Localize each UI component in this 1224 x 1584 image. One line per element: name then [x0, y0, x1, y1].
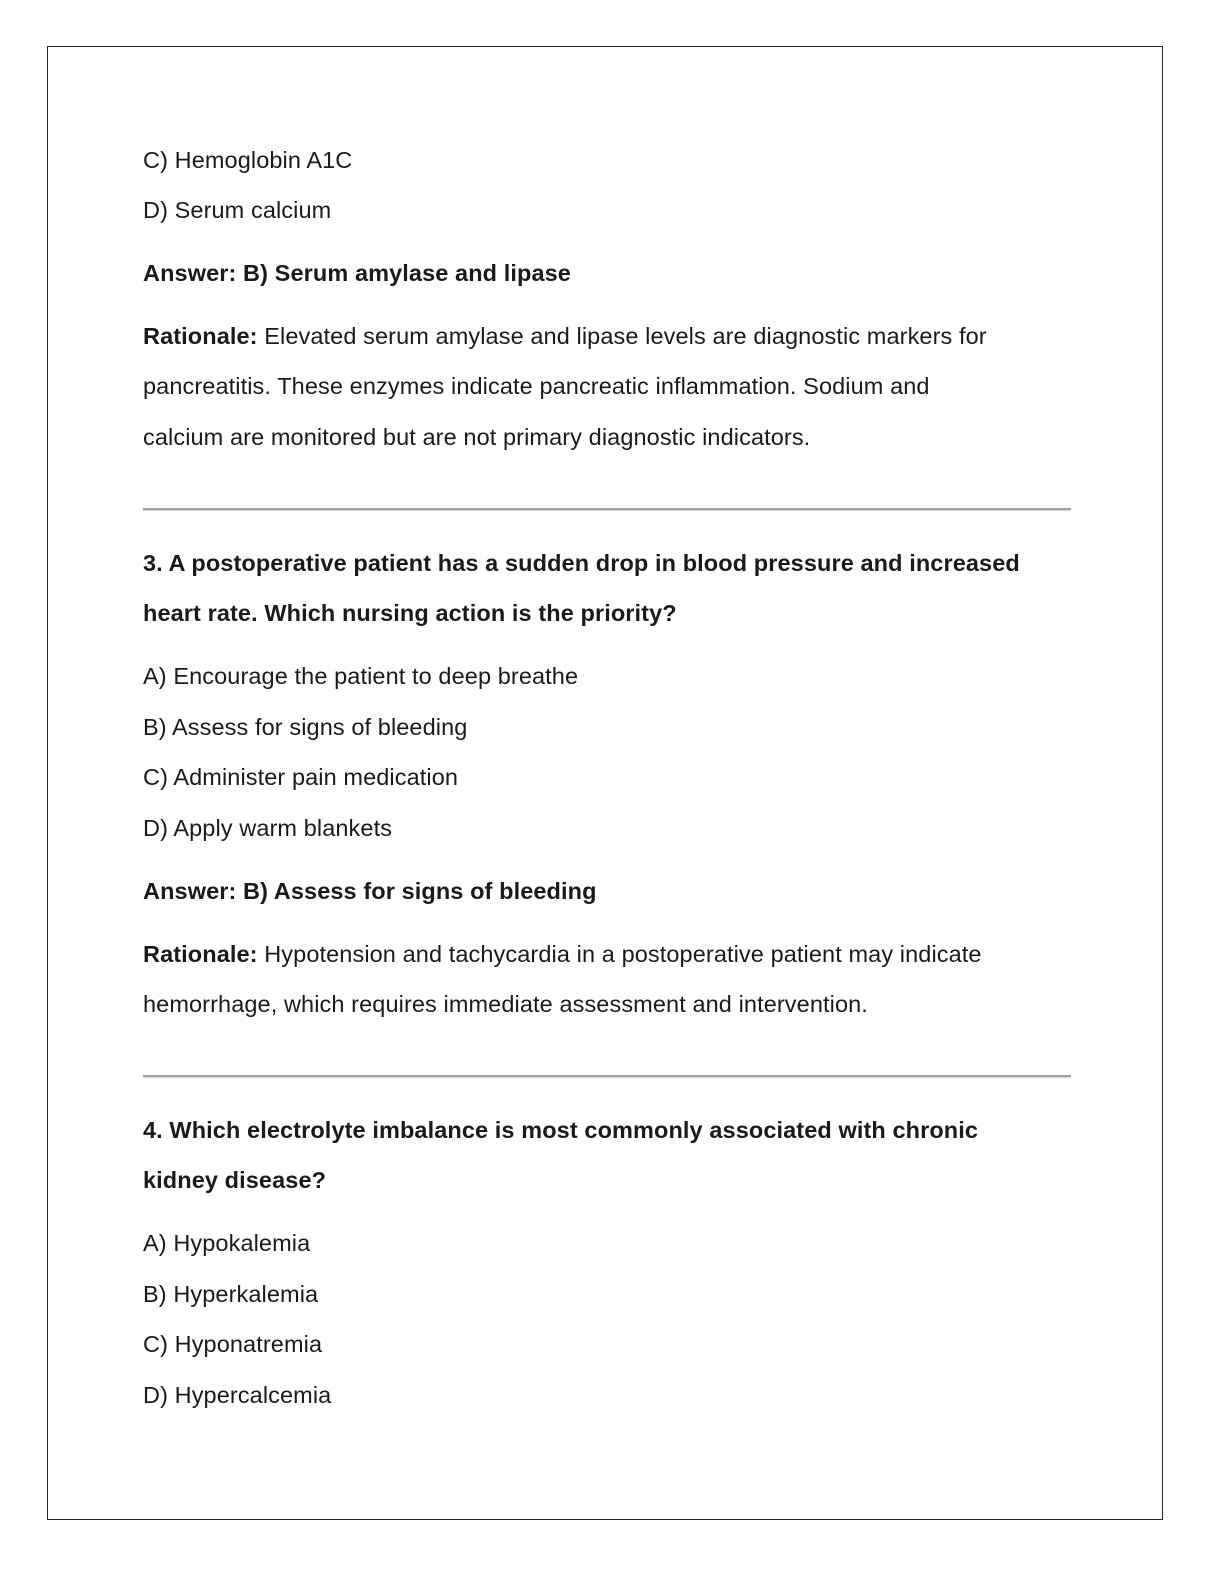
- q3-rationale-label: Rationale:: [143, 941, 258, 967]
- q2-rationale-line-1: [143, 321, 987, 351]
- q3-rationale-line-1: [143, 939, 982, 969]
- q4-question-line-1: 4. Which electrolyte imbalance is most commonly associated with chronic: [143, 1117, 979, 1143]
- q2-option-d: D) Serum calcium: [143, 197, 332, 223]
- q3-rationale-line-2: hemorrhage, which requires immediate assessment and intervention.: [143, 991, 868, 1017]
- q4-option-c: C) Hyponatremia: [143, 1331, 323, 1357]
- q2-rationale-label: Rationale:: [143, 323, 258, 349]
- q2-answer: Answer: B) Serum amylase and lipase: [143, 260, 571, 286]
- q4-option-d: D) Hypercalcemia: [143, 1382, 332, 1408]
- q3-rationale-text-1: Hypotension and tachycardia in a postoperative patient may indicate: [257, 941, 982, 967]
- q3-option-a: A) Encourage the patient to deep breathe: [143, 663, 579, 689]
- section-divider: [143, 1075, 1071, 1077]
- q2-rationale-line-2: pancreatitis. These enzymes indicate pancreatic inflammation. Sodium and: [143, 373, 930, 399]
- q3-option-d: D) Apply warm blankets: [143, 815, 393, 841]
- q4-option-a: A) Hypokalemia: [143, 1230, 311, 1256]
- q4-question-line-2: kidney disease?: [143, 1167, 327, 1193]
- q3-option-c: C) Administer pain medication: [143, 764, 459, 790]
- q3-option-b: B) Assess for signs of bleeding: [143, 714, 468, 740]
- q4-option-b: B) Hyperkalemia: [143, 1281, 319, 1307]
- q2-rationale-text-1: Elevated serum amylase and lipase levels are diagnostic markers for: [257, 323, 987, 349]
- q3-answer: Answer: B) Assess for signs of bleeding: [143, 878, 597, 904]
- q2-option-c: C) Hemoglobin A1C: [143, 147, 353, 173]
- q3-question-line-2: heart rate. Which nursing action is the priority?: [143, 600, 677, 626]
- section-divider: [143, 508, 1071, 510]
- q2-rationale-line-3: calcium are monitored but are not primary diagnostic indicators.: [143, 424, 811, 450]
- q3-question-line-1: 3. A postoperative patient has a sudden drop in blood pressure and increased: [143, 550, 1020, 576]
